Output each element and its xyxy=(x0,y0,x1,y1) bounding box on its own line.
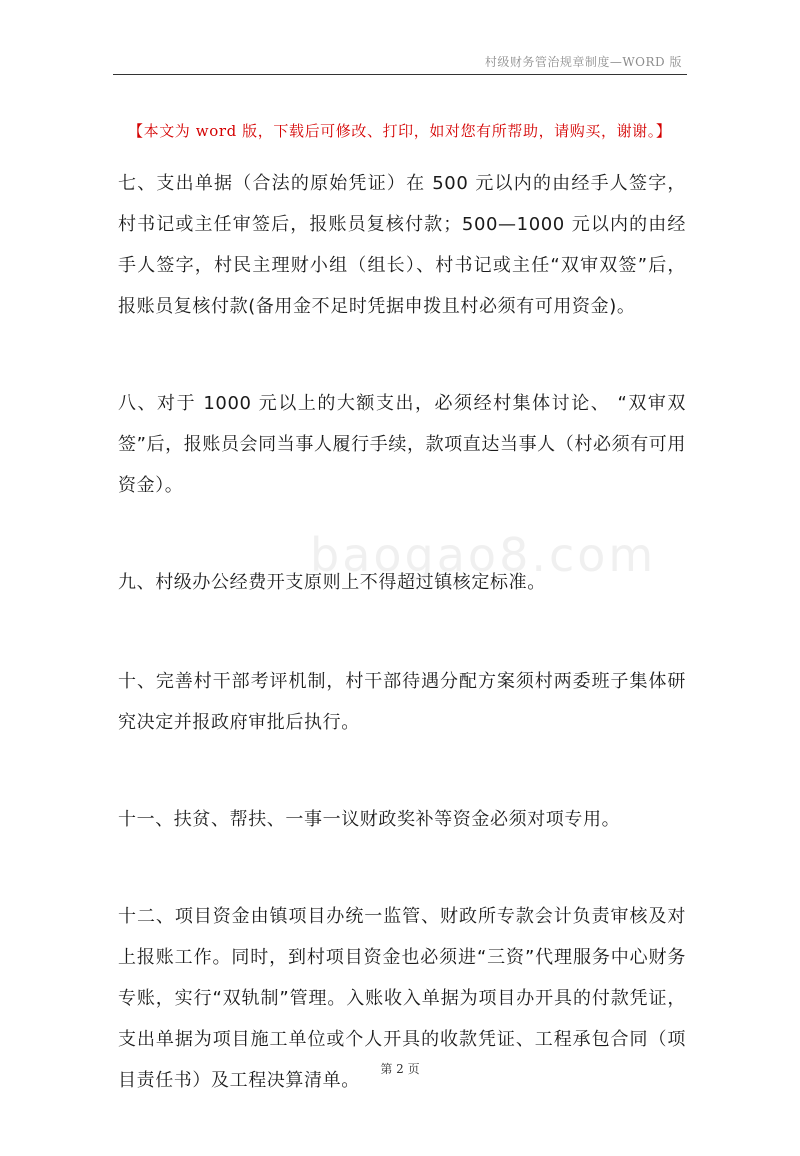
running-header: 村级财务管治规章制度—WORD 版 xyxy=(484,55,682,69)
paragraph-article-12: 十二、项目资金由镇项目办统一监管、财政所专款会计负责审核及对上报账工作。同时，到村项目资金也必须进“三资”代理服务中心财务专账，实行“双轨制”管理。入账收入单据为项目办开具的付款凭证，支出单据为项目施工单位或个人开具的收款凭证、工程承包合同（项目责任书）及工程决算清单。 xyxy=(118,906,686,1091)
page-number: 第 2 页 xyxy=(380,1062,420,1076)
paragraph-article-7: 七、支出单据（合法的原始凭证）在 500 元以内的由经手人签字，村书记或主任审签后，报账员复核付款；500—1000 元以内的由经手人签字，村民主理财小组（组长）、村书记或主任“双审双签”后，报账员复核付款(备用金不足时凭据申拨且村必须有可用资金)。 xyxy=(118,173,686,317)
paragraph-article-11: 十一、扶贫、帮扶、一事一议财政奖补等资金必须对项专用。 xyxy=(118,809,621,830)
header-rule xyxy=(113,74,687,75)
paragraph-article-10: 十、完善村干部考评机制，村干部待遇分配方案须村两委班子集体研究决定并报政府审批后执行。 xyxy=(118,671,686,733)
watermark: baogao8.com xyxy=(310,528,657,582)
paragraph-article-8: 八、对于 1000 元以上的大额支出，必须经村集体讨论、 “双审双签”后，报账员会同当事人履行手续，款项直达当事人（村必须有可用资金）。 xyxy=(118,393,686,496)
document-body xyxy=(118,163,686,1156)
purchase-notice: 【本文为 word 版，下载后可修改、打印，如对您有所帮助，请购买，谢谢。】 xyxy=(128,122,672,140)
paragraph-article-9: 九、村级办公经费开支原则上不得超过镇核定标准。 xyxy=(118,572,546,593)
